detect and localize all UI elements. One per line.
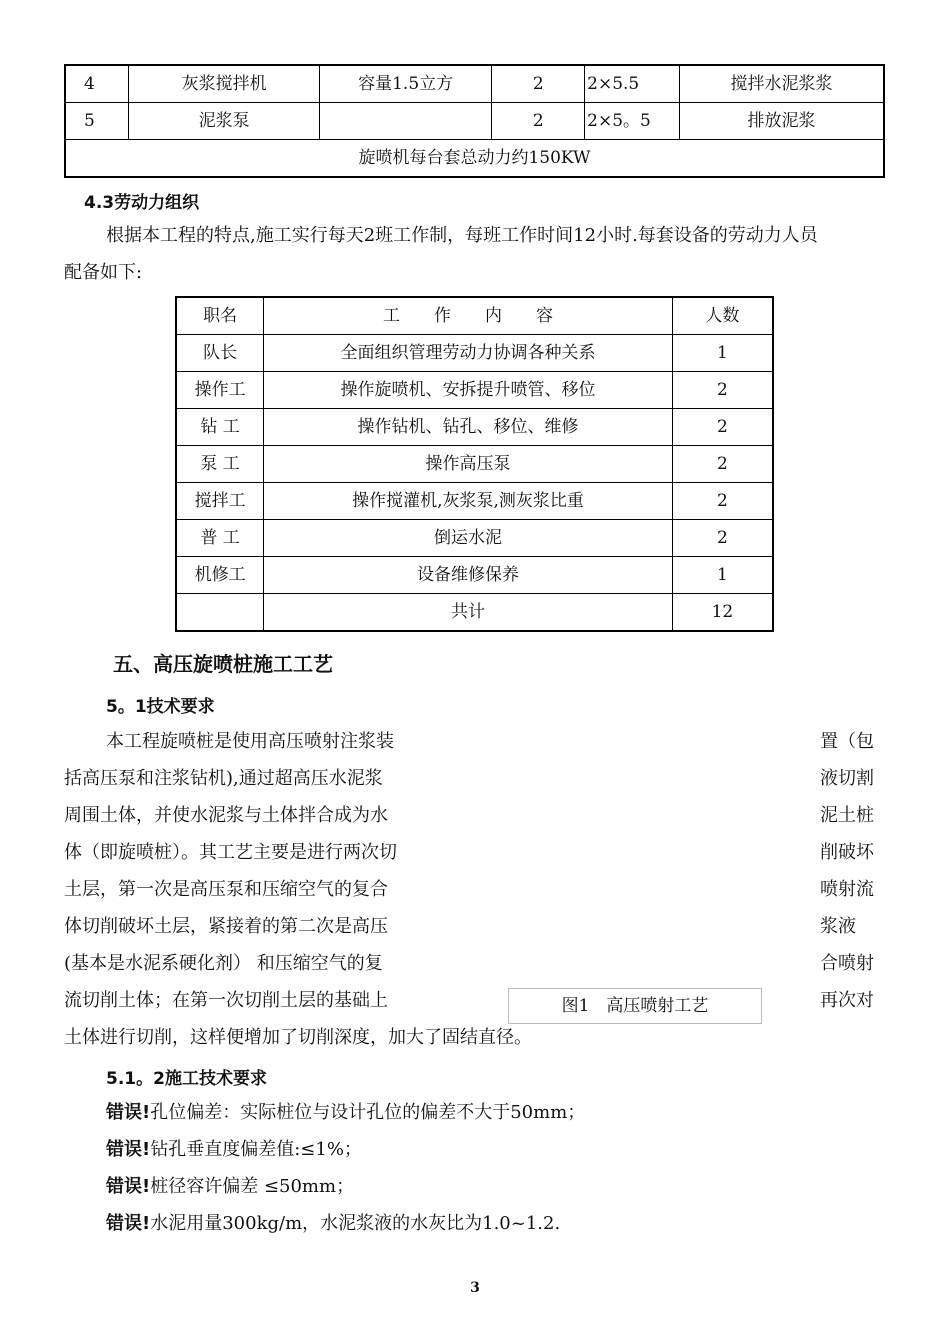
equip-use: 排放泥浆 [680, 103, 884, 140]
equip-power: 2×5。5 [585, 103, 680, 140]
section-subheading-5-1: 5。1技术要求 [106, 697, 215, 717]
error-label: 错误! [106, 1176, 151, 1197]
equip-no: 5 [65, 103, 129, 140]
error-label: 错误! [106, 1102, 151, 1123]
error-label: 错误! [106, 1213, 151, 1234]
paragraph-right-fragment: 浆液 [820, 916, 856, 937]
labor-work: 操作旋喷机、安拆提升喷管、移位 [264, 372, 673, 409]
section-heading-5: 五、高压旋喷桩施工工艺 [113, 652, 333, 676]
labor-role: 普 工 [176, 520, 264, 557]
labor-work: 全面组织管理劳动力协调各种关系 [264, 335, 673, 372]
page-number: 3 [470, 1280, 480, 1296]
labor-count: 2 [672, 446, 773, 483]
table-row [176, 372, 773, 409]
table-header-row [176, 297, 773, 335]
labor-work: 操作高压泵 [264, 446, 673, 483]
labor-work: 共计 [264, 594, 673, 632]
table-row [176, 335, 773, 372]
requirement-text: 钻孔垂直度偏差值:≤1%； [150, 1139, 362, 1160]
equip-qty: 2 [492, 103, 585, 140]
table-row [65, 103, 884, 140]
requirement-text: 桩径容许偏差 ≤50mm； [150, 1176, 355, 1197]
labor-role: 钻 工 [176, 409, 264, 446]
paragraph-line: 配备如下: [64, 262, 143, 283]
table-row [176, 557, 773, 594]
paragraph-right-fragment: 再次对 [820, 990, 874, 1011]
error-label: 错误! [106, 1139, 151, 1160]
equip-power: 2×5.5 [585, 65, 680, 103]
paragraph-line: 流切削土体；在第一次切削土层的基础上 [64, 990, 388, 1011]
requirement-item [106, 1138, 362, 1162]
table-row [65, 140, 884, 178]
paragraph-right-fragment: 液切割 [820, 768, 874, 789]
header-work: 工 作 内 容 [264, 297, 673, 335]
labor-role [176, 594, 264, 632]
paragraph-line: 本工程旋喷桩是使用高压喷射注浆装 [106, 731, 394, 752]
requirement-item [106, 1175, 354, 1199]
labor-work: 倒运水泥 [264, 520, 673, 557]
equip-qty: 2 [492, 65, 585, 103]
labor-count: 2 [672, 372, 773, 409]
labor-count: 1 [672, 557, 773, 594]
labor-count: 2 [672, 483, 773, 520]
paragraph-right-fragment: 削破坏 [820, 842, 874, 863]
paragraph-line: (基本是水泥系硬化剂） 和压缩空气的复 [64, 953, 383, 974]
labor-count: 2 [672, 409, 773, 446]
paragraph-right-fragment: 合喷射 [820, 953, 874, 974]
paragraph-line: 土层，第一次是高压泵和压缩空气的复合 [64, 879, 388, 900]
paragraph-line: 体切削破坏土层，紧接着的第二次是高压 [64, 916, 388, 937]
equip-name: 泥浆泵 [129, 103, 319, 140]
section-heading-4-3: 4.3劳动力组织 [84, 193, 200, 213]
equip-spec [319, 103, 492, 140]
labor-role: 操作工 [176, 372, 264, 409]
paragraph-line: 体（即旋喷桩）。其工艺主要是进行两次切 [64, 842, 397, 863]
paragraph-line: 根据本工程的特点,施工实行每天2班工作制，每班工作时间12小时.每套设备的劳动力人员 [106, 225, 818, 246]
labor-work: 设备维修保养 [264, 557, 673, 594]
equip-no: 4 [65, 65, 129, 103]
table-row [65, 65, 884, 103]
labor-role: 泵 工 [176, 446, 264, 483]
labor-role: 搅拌工 [176, 483, 264, 520]
requirement-item [106, 1212, 560, 1236]
labor-count: 2 [672, 520, 773, 557]
table-total-row [176, 594, 773, 632]
labor-role: 机修工 [176, 557, 264, 594]
requirement-text: 水泥用量300kg/m，水泥浆液的水灰比为1.0~1.2. [150, 1213, 561, 1234]
header-count: 人数 [672, 297, 773, 335]
equip-name: 灰浆搅拌机 [129, 65, 319, 103]
paragraph-right-fragment: 置（包 [820, 731, 874, 752]
figure-caption: 图1 高压喷射工艺 [508, 988, 762, 1024]
labor-count: 12 [672, 594, 773, 632]
labor-work: 操作搅灌机,灰浆泵,测灰浆比重 [264, 483, 673, 520]
paragraph-right-fragment: 泥土桩 [820, 805, 874, 826]
equip-use: 搅拌水泥浆浆 [680, 65, 884, 103]
table-row [176, 446, 773, 483]
equip-spec: 容量1.5立方 [319, 65, 492, 103]
table-row [176, 520, 773, 557]
labor-count: 1 [672, 335, 773, 372]
requirement-item [106, 1101, 585, 1125]
paragraph-line: 括高压泵和注浆钻机),通过超高压水泥浆 [64, 768, 383, 789]
table-row [176, 409, 773, 446]
labor-work: 操作钻机、钻孔、移位、维修 [264, 409, 673, 446]
requirement-text: 孔位偏差：实际桩位与设计孔位的偏差不大于50mm； [150, 1102, 586, 1123]
header-role: 职名 [176, 297, 264, 335]
paragraph-line: 土体进行切削，这样便增加了切削深度，加大了固结直径。 [64, 1027, 532, 1048]
section-subheading-5-1-2: 5.1。2施工技术要求 [106, 1069, 267, 1089]
equip-total-note: 旋喷机每台套总动力约150KW [65, 140, 884, 178]
paragraph-line: 周围土体，并使水泥浆与土体拌合成为水 [64, 805, 388, 826]
paragraph-right-fragment: 喷射流 [820, 879, 874, 900]
labor-role: 队长 [176, 335, 264, 372]
labor-table [175, 296, 774, 632]
table-row [176, 483, 773, 520]
equipment-table [64, 64, 885, 178]
